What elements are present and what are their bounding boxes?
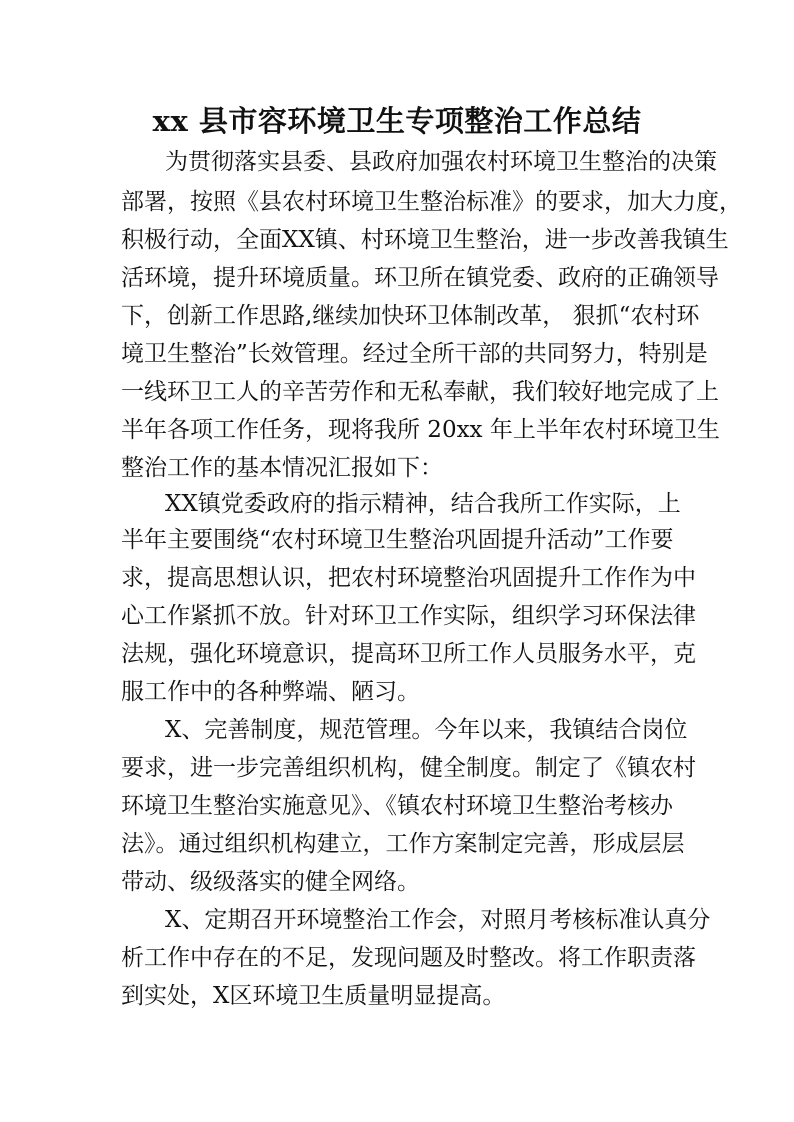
paragraph-1-line-3: 积极行动，全面XX镇、村环境卫生整治，进一步改善我镇生 <box>121 227 729 253</box>
paragraph-1-line-7: 一线环卫工人的辛苦劳作和无私奉献，我们较好地完成了上 <box>121 379 719 405</box>
paragraph-1-line-4: 活环境，提升环境质量。环卫所在镇党委、政府的正确领导 <box>121 265 719 291</box>
paragraph-2-line-1: XX镇党委政府的指示精神，结合我所工作实际，上 <box>165 491 681 517</box>
paragraph-4-line-2: 析工作中存在的不足，发现问题及时整改。将工作职责落 <box>121 945 696 971</box>
paragraph-4-line-1: X、定期召开环境整治工作会，对照月考核标准认真分 <box>165 907 711 933</box>
paragraph-1-line-6: 境卫生整治”长效管理。经过全所干部的共同努力，特别是 <box>121 341 708 367</box>
document-title: xx 县市容环境卫生专项整治工作总结 <box>152 104 642 138</box>
paragraph-2-line-2: 半年主要围绕“农村环境卫生整治巩固提升活动”工作要 <box>121 527 674 553</box>
paragraph-1-line-1: 为贯彻落实县委、县政府加强农村环境卫生整治的决策 <box>165 149 717 175</box>
paragraph-3-line-1: X、完善制度，规范管理。今年以来，我镇结合岗位 <box>165 717 688 743</box>
paragraph-2-line-3: 求，提高思想认识，把农村环境整治巩固提升工作作为中 <box>121 565 696 591</box>
paragraph-1-line-2: 部署，按照《县农村环境卫生整治标准》的要求，加大力度， <box>121 189 742 215</box>
paragraph-3-line-5: 带动、级级落实的健全网络。 <box>121 869 420 895</box>
paragraph-4-line-3: 到实处，X区环境卫生质量明显提高。 <box>121 983 506 1009</box>
paragraph-3-line-4: 法》。通过组织机构建立，工作方案制定完善，形成层层 <box>121 831 685 857</box>
paragraph-3-line-2: 要求，进一步完善组织机构，健全制度。制定了《镇农村 <box>121 755 696 781</box>
paragraph-1-line-5: 下，创新工作思路,继续加快环卫体制改革， 狠抓“农村环 <box>121 303 700 329</box>
paragraph-1-line-9: 整治工作的基本情况汇报如下： <box>121 455 443 481</box>
paragraph-2-line-5: 法规，强化环境意识，提高环卫所工作人员服务水平，克 <box>121 641 696 667</box>
paragraph-3-line-3: 环境卫生整治实施意见》、《镇农村环境卫生整治考核办 <box>121 793 673 819</box>
paragraph-1-line-8: 半年各项工作任务，现将我所 20xx 年上半年农村环境卫生 <box>121 417 720 443</box>
paragraph-2-line-4: 心工作紧抓不放。针对环卫工作实际，组织学习环保法律 <box>121 603 696 629</box>
paragraph-2-line-6: 服工作中的各种弊端、陋习。 <box>121 679 420 705</box>
